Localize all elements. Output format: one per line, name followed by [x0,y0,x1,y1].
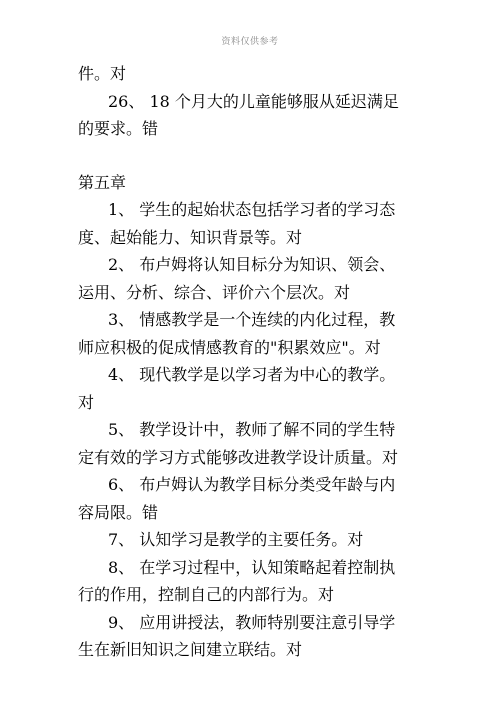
text-line: 对 [78,392,95,412]
question-3-line: 3、 情感教学是一个连续的内化过程，教 [108,310,396,329]
text-line: 度、起始能力、知识背景等。对 [78,227,303,247]
chapter-heading: 第五章 [78,172,127,192]
question-6-line: 6、 布卢姆认为教学目标分类受年龄与内 [108,475,396,494]
text-line: 件。对 [78,64,127,83]
question-4-line: 4、 现代教学是以学习者为中心的教学。 [108,365,396,384]
question-1-line: 1、 学生的起始状态包括学习者的学习态 [108,200,396,219]
text-line: 定有效的学习方式能够改进教学设计质量。对 [78,447,399,467]
text-line: 行的作用，控制自己的内部行为。对 [78,585,335,604]
text-line: 师应积极的促成情感教育的"积累效应"。对 [78,337,381,357]
page-header: 资料仅供参考 [221,37,279,47]
question-5-line: 5、 教学设计中，教师了解不同的学生特 [108,420,396,439]
question-8-line: 8、 在学习过程中，认知策略起着控制执 [108,557,396,577]
question-26-line: 26、 18 个月大的儿童能够服从延迟满足 [108,91,399,111]
section-gap [78,143,418,169]
text-line: 容局限。错 [78,502,159,522]
question-2-line: 2、 布卢姆将认知目标分为知识、领会、 [108,255,396,274]
document-body [78,60,418,664]
text-line: 生在新旧知识之间建立联结。对 [78,640,303,659]
question-7-line: 7、 认知学习是教学的主要任务。对 [108,530,364,549]
question-9-line: 9、 应用讲授法，教师特别要注意引导学 [108,612,396,632]
text-line: 运用、分析、综合、评价六个层次。对 [78,282,351,302]
text-line: 的要求。错 [78,119,159,138]
